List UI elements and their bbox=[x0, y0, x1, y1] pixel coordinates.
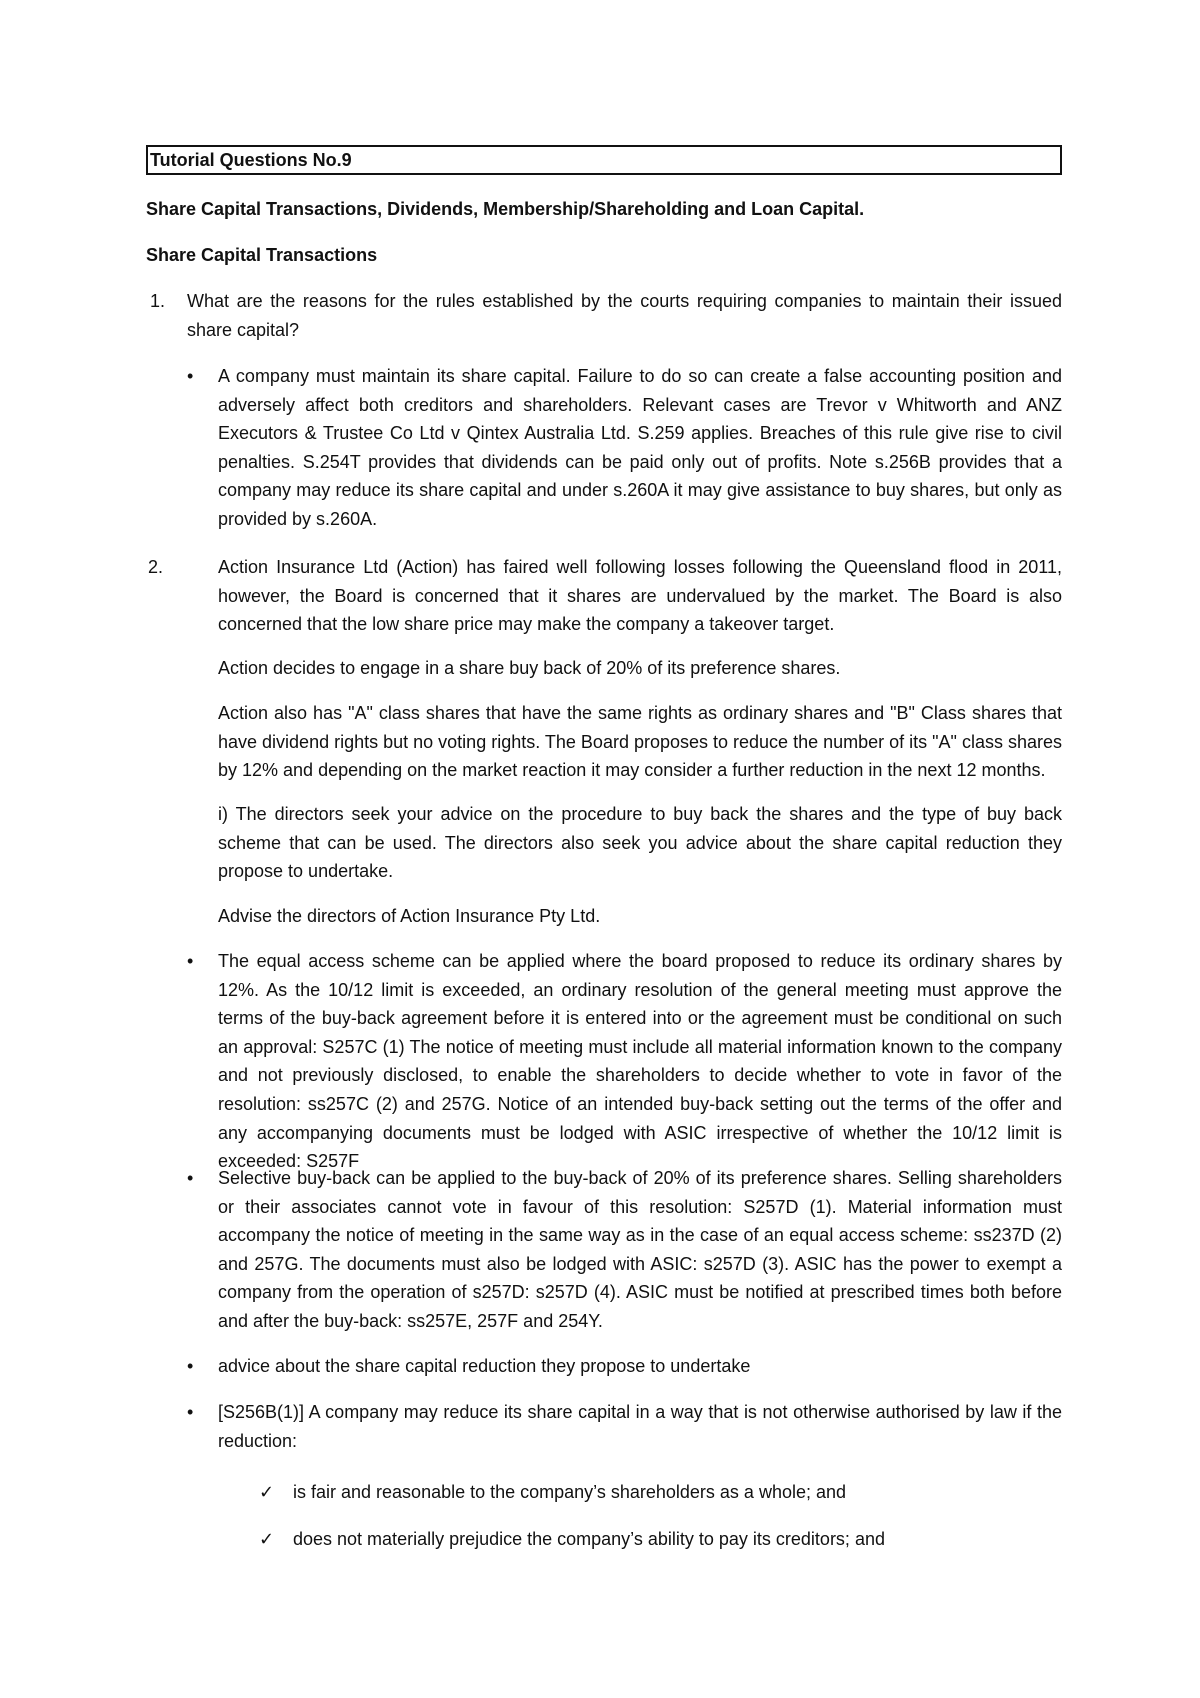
bullet-icon: • bbox=[187, 1168, 194, 1188]
answer-paragraph: A company must maintain its share capital. Failure to do so can create a false accounting position and adversely affect both creditors and shareholders. Relevant cases are Trevor v Whitworth and ANZ Executors & Trustee Co Ltd v Qintex Australia Ltd. S.259 applies. Breaches of this rule give rise to civil penalties. S.254T provides that dividends can be paid only out of profits. Note s.256B provides that a company may reduce its share capital and under s.260A it may give assistance to buy shares, but only as provided by s.260A. bbox=[218, 366, 1062, 529]
document-subtitle: Share Capital Transactions, Dividends, Membership/Shareholding and Loan Capital. bbox=[146, 199, 865, 219]
page-title: Tutorial Questions No.9 bbox=[146, 145, 1062, 175]
answer-bullet: [S256B(1)] A company may reduce its share capital in a way that is not otherwise authorised by law if the reduction: bbox=[218, 1402, 1062, 1451]
section-heading: Share Capital Transactions bbox=[146, 245, 378, 265]
question-text: What are the reasons for the rules established by the courts requiring companies to maintain their issued share capital? bbox=[187, 291, 1062, 340]
checkmark-icon: ✓ bbox=[259, 1482, 275, 1502]
bullet-icon: • bbox=[187, 951, 194, 971]
question-number: 1. bbox=[150, 291, 166, 311]
bullet-icon: • bbox=[187, 366, 194, 386]
condition-item: does not materially prejudice the company’s ability to pay its creditors; and bbox=[293, 1529, 885, 1549]
question-number: 2. bbox=[148, 557, 164, 577]
answer-bullet: The equal access scheme can be applied where the board proposed to reduce its ordinary shares by 12%. As the 10/12 limit is exceeded, an ordinary resolution of the general meeting must approve the terms of the buy-back agreement before it is entered into or the agreement must be conditional on such an approval: S257C (1) The notice of meeting must include all material information known to the company and not previously disclosed, to enable the shareholders to decide whether to vote in favor of the resolution: ss257C (2) and 257G. Notice of an intended buy-back setting out the terms of the offer and any accompanying documents must be lodged with ASIC irrespective of whether the 10/12 limit is exceeded: S257F bbox=[218, 951, 1062, 1172]
answer-bullet: Selective buy-back can be applied to the buy-back of 20% of its preference shares. Selling shareholders or their associates cannot vote in favour of this resolution: S257D (1). Material information must accompany the notice of meeting in the same way as in the case of an equal access scheme: ss237D (2) and 257G. The documents must also be lodged with ASIC: s257D (3). ASIC has the power to exempt a company from the operation of s257D: s257D (4). ASIC must be notified at prescribed times both before and after the buy-back: ss257E, 257F and 254Y. bbox=[218, 1168, 1062, 1331]
answer-bullet: advice about the share capital reduction they propose to undertake bbox=[218, 1356, 751, 1376]
question-paragraph: i) The directors seek your advice on the procedure to buy back the shares and the type of buy back scheme that can be used. The directors also seek you advice about the share capital reduction they propose to undertake. bbox=[218, 804, 1062, 882]
question-paragraph: Action Insurance Ltd (Action) has faired well following losses following the Queensland flood in 2011, however, the Board is concerned that it shares are undervalued by the market. The Board is also concerned that the low share price may make the company a takeover target. bbox=[218, 557, 1062, 635]
checkmark-icon: ✓ bbox=[259, 1529, 275, 1549]
question-paragraph: Advise the directors of Action Insurance Pty Ltd. bbox=[218, 906, 601, 926]
condition-item: is fair and reasonable to the company’s shareholders as a whole; and bbox=[293, 1482, 847, 1502]
question-paragraph: Action also has "A" class shares that have the same rights as ordinary shares and "B" Class shares that have dividend rights but no voting rights. The Board proposes to reduce the number of its "A" class shares by 12% and depending on the market reaction it may consider a further reduction in the next 12 months. bbox=[218, 703, 1062, 781]
bullet-icon: • bbox=[187, 1402, 194, 1422]
question-paragraph: Action decides to engage in a share buy back of 20% of its preference shares. bbox=[218, 658, 841, 678]
bullet-icon: • bbox=[187, 1356, 194, 1376]
